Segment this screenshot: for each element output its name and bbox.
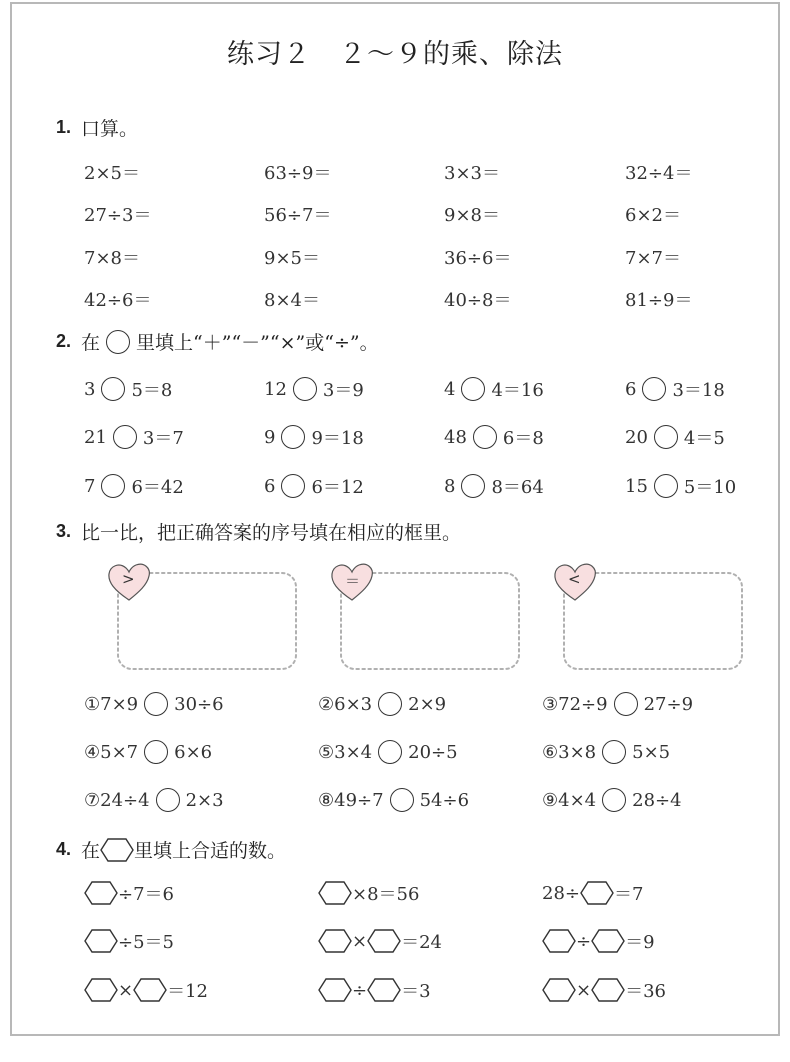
suffix-text: ＝9 [625,932,655,953]
left-number: 8 [444,475,456,497]
suffix-text: ＝3 [401,981,431,1002]
expression-text: 2×5＝ [84,163,140,184]
question-4-text-after: 里填上合适的数。 [134,840,287,862]
answer-circle[interactable] [378,740,402,764]
expression-text: 8×4＝ [264,290,320,311]
operator-text: ÷ [352,979,368,1001]
mental-math-item [444,244,511,270]
compare-item [318,788,469,812]
answer-hexagon[interactable] [542,929,576,953]
operator-item [264,424,364,450]
right-expression: 4＝16 [491,380,544,401]
answer-circle[interactable] [101,377,125,401]
left-number: 48 [444,426,467,448]
fill-number-item [84,880,174,906]
answer-hexagon[interactable] [133,978,167,1002]
answer-hexagon[interactable] [542,978,576,1002]
compare-item [84,788,224,812]
right-expression: 2×9 [408,693,447,715]
answer-circle[interactable] [654,474,678,498]
operator-text: ÷5＝5 [118,932,174,953]
question-1-heading [56,114,138,141]
fill-number-item [542,928,655,954]
mental-math-item [264,286,320,312]
mental-math-item [264,244,320,270]
hexagon-symbol [100,838,134,862]
compare-item [318,692,446,716]
left-number: 20 [625,426,648,448]
suffix-text: ＝7 [614,884,644,905]
left-expression: ⑤3×4 [318,741,373,763]
answer-hexagon[interactable] [84,881,118,905]
answer-hexagon[interactable] [367,978,401,1002]
operator-item [625,376,725,402]
left-number: 15 [625,475,648,497]
answer-circle[interactable] [156,788,180,812]
operator-item [84,424,184,450]
question-3-number: 3. [56,521,72,541]
compare-item [84,740,212,764]
compare-item [318,740,458,764]
expression-text: 27÷3＝ [84,205,152,226]
question-2-heading [56,328,379,355]
operator-text: ÷ [576,930,592,952]
mental-math-item [444,159,500,185]
suffix-text: ＝24 [401,932,442,953]
right-expression: 3＝9 [322,380,364,401]
fill-number-item [542,880,643,906]
operator-text: ÷7＝6 [118,884,174,905]
fill-number-item [84,977,208,1003]
expression-text: 7×8＝ [84,248,140,269]
mental-math-item [84,201,151,227]
left-number: 12 [264,378,287,400]
mental-math-item [264,201,331,227]
answer-circle[interactable] [473,425,497,449]
right-expression: 6＝8 [502,428,544,449]
left-number: 6 [264,475,276,497]
compare-item [542,740,670,764]
prefix-text: 28÷ [542,882,580,904]
fill-number-item [318,928,442,954]
operator-text: × [576,979,592,1001]
right-expression: 5＝10 [683,477,737,498]
left-expression: ④5×7 [84,741,139,763]
mental-math-item [84,244,140,270]
right-expression: 30÷6 [174,693,224,715]
answer-circle[interactable] [101,474,125,498]
answer-hexagon[interactable] [318,929,352,953]
page-title: 练习２ ２～９的乘、除法 [227,39,563,70]
operator-item [84,473,184,499]
operator-item [444,376,544,402]
compare-item [542,788,682,812]
expression-text: 42÷6＝ [84,290,152,311]
right-expression: 27÷9 [643,693,694,715]
fill-number-item [318,880,419,906]
operator-item [444,424,544,450]
right-expression: 2×3 [185,789,224,811]
question-4-number: 4. [56,839,72,859]
answer-circle[interactable] [642,377,666,401]
left-expression: ③72÷9 [542,693,608,715]
suffix-text: ＝12 [167,981,208,1002]
right-expression: 9＝18 [311,428,364,449]
left-number: 21 [84,426,107,448]
mental-math-item [84,286,151,312]
right-expression: 5＝8 [131,380,173,401]
mental-math-item [625,244,681,270]
left-number: 4 [444,378,456,400]
left-expression: ①7×9 [84,693,139,715]
answer-hexagon[interactable] [580,881,614,905]
right-expression: 5×5 [632,741,671,763]
question-1-text: 口算。 [81,118,139,140]
operator-item [625,424,725,450]
answer-circle[interactable] [293,377,317,401]
left-expression: ⑦24÷4 [84,789,150,811]
answer-circle[interactable] [144,740,168,764]
expression-text: 36÷6＝ [444,248,512,269]
question-4-text-before: 在 [81,840,101,862]
operator-item [84,376,172,402]
left-number: 6 [625,378,637,400]
question-1-number: 1. [56,117,72,137]
left-expression: ②6×3 [318,693,373,715]
answer-circle[interactable] [602,788,626,812]
answer-circle[interactable] [654,425,678,449]
left-expression: ⑥3×8 [542,741,597,763]
answer-circle[interactable] [602,740,626,764]
suffix-text: ＝36 [625,981,666,1002]
compare-item [84,692,224,716]
operator-item [625,473,736,499]
fill-number-item [542,977,666,1003]
expression-text: 56÷7＝ [264,205,332,226]
right-expression: 6×6 [174,741,213,763]
mental-math-item [84,159,140,185]
mental-math-item [444,201,500,227]
mental-math-item [625,201,681,227]
answer-circle[interactable] [390,788,414,812]
question-2-text-before: 在 [81,332,101,354]
mental-math-item [444,286,511,312]
left-expression: ⑨4×4 [542,789,597,811]
expression-text: 81÷9＝ [625,290,693,311]
mental-math-item [264,159,331,185]
left-number: 9 [264,426,276,448]
answer-hexagon[interactable] [591,929,625,953]
fill-number-item [318,977,431,1003]
right-expression: 3＝18 [672,380,725,401]
question-4-heading [56,836,286,863]
question-3-heading [56,518,461,545]
right-expression: 28÷4 [632,789,682,811]
right-expression: 3＝7 [142,428,184,449]
operator-text: × [352,930,368,952]
right-expression: 20÷5 [408,741,458,763]
answer-circle[interactable] [614,692,638,716]
question-2-number: 2. [56,331,72,351]
answer-hexagon[interactable] [591,978,625,1002]
question-3-text: 比一比，把正确答案的序号填在相应的框里。 [81,522,462,544]
answer-hexagon[interactable] [318,978,352,1002]
answer-circle[interactable] [281,425,305,449]
answer-circle[interactable] [378,692,402,716]
expression-text: 6×2＝ [625,205,681,226]
left-number: 3 [84,378,96,400]
left-number: 7 [84,475,96,497]
expression-text: 3×3＝ [444,163,500,184]
expression-text: 63÷9＝ [264,163,332,184]
question-2-text-after: 里填上“＋”“－”“×”或“÷”。 [136,332,379,354]
circle-symbol [106,330,130,354]
answer-hexagon[interactable] [84,929,118,953]
right-expression: 6＝12 [311,477,364,498]
answer-hexagon[interactable] [318,881,352,905]
answer-hexagon[interactable] [84,978,118,1002]
expression-text: 40÷8＝ [444,290,512,311]
operator-text: ×8＝56 [352,884,420,905]
answer-circle[interactable] [113,425,137,449]
answer-circle[interactable] [461,377,485,401]
heart-symbol: > [122,570,135,588]
right-expression: 8＝64 [491,477,544,498]
compare-item [542,692,693,716]
mental-math-item [625,286,692,312]
right-expression: 54÷6 [419,789,470,811]
answer-circle[interactable] [144,692,168,716]
answer-circle[interactable] [281,474,305,498]
operator-item [444,473,544,499]
answer-circle[interactable] [461,474,485,498]
operator-text: × [118,979,134,1001]
expression-text: 32÷4＝ [625,163,693,184]
right-expression: 6＝42 [131,477,184,498]
fill-number-item [84,928,174,954]
right-expression: 4＝5 [683,428,725,449]
mental-math-item [625,159,692,185]
operator-item [264,376,364,402]
expression-text: 9×5＝ [264,248,320,269]
answer-hexagon[interactable] [367,929,401,953]
expression-text: 7×7＝ [625,248,681,269]
heart-symbol: ＝ [345,572,361,590]
operator-item [264,473,364,499]
heart-symbol: < [568,570,581,588]
expression-text: 9×8＝ [444,205,500,226]
left-expression: ⑧49÷7 [318,789,384,811]
